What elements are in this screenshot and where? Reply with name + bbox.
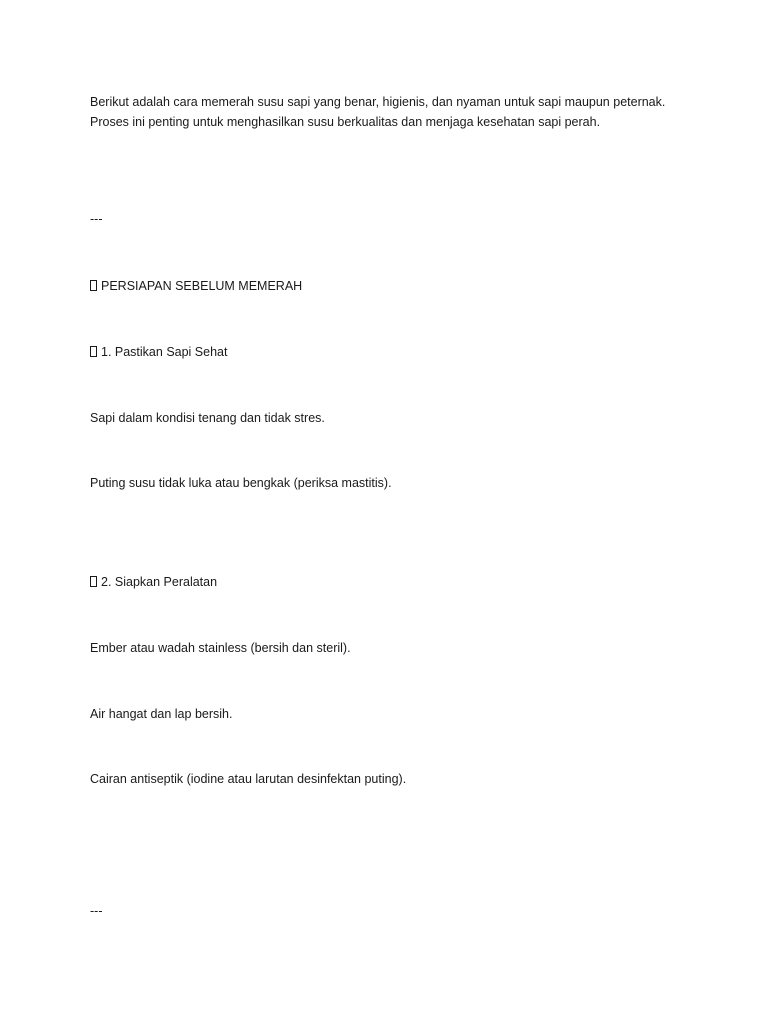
missing-glyph-icon <box>90 576 97 587</box>
intro-text-line-2: Proses ini penting untuk menghasilkan susu berkualitas dan menjaga kesehatan sapi perah. <box>90 115 601 129</box>
step-heading <box>90 342 227 362</box>
paragraph: Ember atau wadah stainless (bersih dan steril). <box>90 641 351 655</box>
step-heading <box>90 572 217 592</box>
intro-text-line-1: Berikut adalah cara memerah susu sapi yang benar, higienis, dan nyaman untuk sapi maupun peternak. <box>90 95 666 109</box>
step-heading-text: 2. Siapkan Peralatan <box>101 575 218 589</box>
step-heading-text: 1. Pastikan Sapi Sehat <box>101 345 228 359</box>
paragraph: Puting susu tidak luka atau bengkak (periksa mastitis). <box>90 476 392 490</box>
separator: --- <box>90 904 103 918</box>
paragraph: Air hangat dan lap bersih. <box>90 707 233 721</box>
missing-glyph-icon <box>90 280 97 291</box>
missing-glyph-icon <box>90 346 97 357</box>
paragraph: Sapi dalam kondisi tenang dan tidak stres. <box>90 411 325 425</box>
paragraph: Cairan antiseptik (iodine atau larutan desinfektan puting). <box>90 772 407 786</box>
section-heading-text: PERSIAPAN SEBELUM MEMERAH <box>101 279 303 293</box>
separator: --- <box>90 212 103 226</box>
section-heading <box>90 276 302 296</box>
